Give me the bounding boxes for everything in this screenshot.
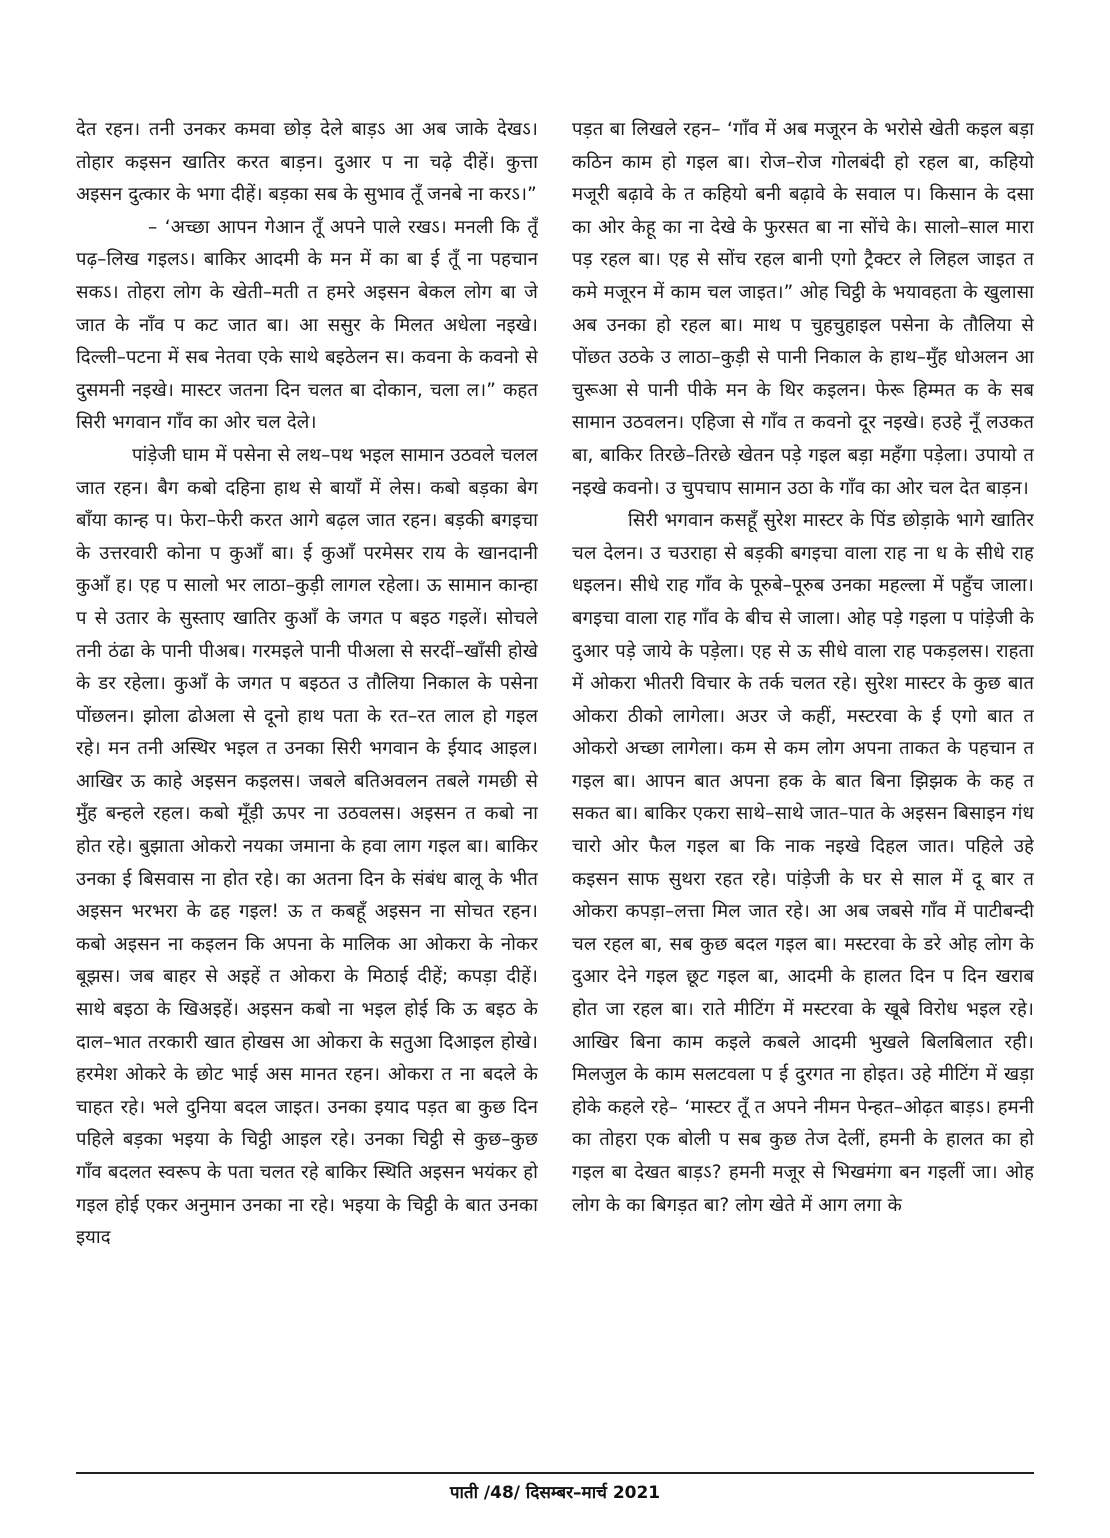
- paragraph: पड़त बा लिखले रहन– ‘गाँव में अब मजूरन के भरोसे खेती कइल बड़ा कठिन काम हो गइल बा। रोज–रोज गोलबंदी हो रहल बा, कहियो मजूरी बढ़ावे के त कहियो बनी बढ़ावे के सवाल प। किसान के दसा का ओर केहू का ना देखे के फुरसत बा ना सोंचे के। सालो–साल मारा पड़ रहल बा। एह से सोंच रहल बानी एगो ट्रैक्टर ले लिहल जाइत त कमे मजूरन में काम चल जाइत।” ओह चिट्ठी के भयावहता के खुलासा अब उनका हो रहल बा। माथ प चुहचुहाइल पसेना के तौलिया से पोंछत उठके उ लाठा–कुड़ी से पानी निकाल के हाथ–मुँह धोअलन आ चुरूआ से पानी पीके मन के थिर कइलन। फेरू हिम्मत क के सब सामान उठवलन। एहिजा से गाँव त कवनो दूर नइखे। हउहे नूँ लउकत बा, बाकिर तिरछे–तिरछे खेतन पड़े गइल बड़ा महँगा पड़ेला। उपायो त नइखे कवनो। उ चुपचाप सामान उठा के गाँव का ओर चल देत बाड़न।: [572, 119, 1034, 499]
- paragraph: पांड़ेजी घाम में पसेना से लथ–पथ भइल सामान उठवले चलल जात रहन। बैग कबो दहिना हाथ से बायाँ में लेस। कबो बड़का बेग बाँया कान्ह प। फेरा–फेरी करत आगे बढ़ल जात रहन। बड़की बगइचा के उत्तरवारी कोना प कुआँ बा। ई कुआँ परमेसर राय के खानदानी कुआँ ह। एह प सालो भर लाठा–कुड़ी लागल रहेला। ऊ सामान कान्हा प से उतार के सुस्ताए खातिर कुआँ के जगत प बइठ गइलें। सोचले तनी ठंढा के पानी पीअब। गरमइले पानी पीअला से सरदीं–खाँसी होखे के डर रहेला। कुआँ के जगत प बइठत उ तौलिया निकाल के पसेना पोंछलन। झोला ढोअला से दूनो हाथ पता के रत–रत लाल हो गइल रहे। मन तनी अस्थिर भइल त उनका सिरी भगवान के ईयाद आइल। आखिर ऊ काहे अइसन कइलस। जबले बतिअवलन तबले गमछी से मुँह बन्हले रहल। कबो मूँड़ी ऊपर ना उठवलस। अइसन त कबो ना होत रहे। बुझाता ओकरो नयका जमाना के हवा लाग गइल बा। बाकिर उनका ई बिसवास ना होत रहे। का अतना दिन के संबंध बालू के भीत अइसन भरभरा के ढह गइल! ऊ त कबहूँ अइसन ना सोचत रहन। कबो अइसन ना कइलन कि अपना के मालिक आ ओकरा के नोकर बूझस। जब बाहर से अइहें त ओकरा के मिठाई दीहें; कपड़ा दीहें। साथे बइठा के खिअइहें। अइसन कबो ना भइल होई कि ऊ बइठ के दाल–भात तरकारी खात होखस आ ओकरा के सतुआ दिआइल होखे। हरमेश ओकरे के छोट भाई अस मानत रहन। ओकरा त ना बदले के चाहत रहे। भले दुनिया बदल जाइत। उनका इयाद पड़त बा कुछ दिन पहिले बड़का भइया के चिट्ठी आइल रहे। उनका चिट्ठी से कुछ–कुछ गाँव बदलत स्वरूप के पता चलत रहे बाकिर स्थिति अइसन भयंकर हो गइल होई एकर अनुमान उनका ना रहे। भइया के चिट्ठी के बात उनका इयाद: [76, 444, 538, 1249]
- left-text-column: [76, 114, 538, 1436]
- paragraph: देत रहन। तनी उनकर कमवा छोड़ देले बाड़ऽ आ अब जाके देखऽ। तोहार कइसन खातिर करत बाड़न। दुआर प ना चढ़े दीहें। कुत्ता अइसन दुत्कार के भगा दीहें। बड़का सब के सुभाव तूँ जनबे ना करऽ।”: [76, 119, 538, 206]
- paragraph: – ‘अच्छा आपन गेआन तूँ अपने पाले रखऽ। मनली कि तूँ पढ़–लिख गइलऽ। बाकिर आदमी के मन में का बा ई तूँ ना पहचान सकऽ। तोहरा लोग के खेती–मती त हमरे अइसन बेकल लोग बा जे जात के नाँव प कट जात बा। आ ससुर के मिलत अधेला नइखे। दिल्ली–पटना में सब नेतवा एके साथे बइठेलन स। कवना के कवनो से दुसमनी नइखे। मास्टर जतना दिन चलत बा दोकान, चला ल।” कहत सिरी भगवान गाँव का ओर चल देले।: [76, 216, 538, 434]
- footer-divider: [76, 1472, 1034, 1474]
- paragraph: सिरी भगवान कसहूँ सुरेश मास्टर के पिंड छोड़ाके भागे खातिर चल देलन। उ चउराहा से बड़की बगइचा वाला राह ना ध के सीधे राह धइलन। सीधे राह गाँव के पूरुबे–पूरुब उनका महल्ला में पहुँच जाला। बगइचा वाला राह गाँव के बीच से जाला। ओह पड़े गइला प पांड़ेजी के दुआर पड़े जाये के पड़ेला। एह से ऊ सीधे वाला राह पकड़लस। राहता में ओकरा भीतरी विचार के तर्क चलत रहे। सुरेश मास्टर के कुछ बात ओकरा ठीको लागेला। अउर जे कहीं, मस्टरवा के ई एगो बात त ओकरो अच्छा लागेला। कम से कम लोग अपना ताकत के पहचान त गइल बा। आपन बात अपना हक के बात बिना झिझक के कह त सकत बा। बाकिर एकरा साथे–साथे जात–पात के अइसन बिसाइन गंध चारो ओर फैल गइल बा कि नाक नइखे दिहल जात। पहिले उहे कइसन साफ सुथरा रहत रहे। पांड़ेजी के घर से साल में दू बार त ओकरा कपड़ा–लत्ता मिल जात रहे। आ अब जबसे गाँव में पाटीबन्दी चल रहल बा, सब कुछ बदल गइल बा। मस्टरवा के डरे ओह लोग के दुआर देने गइल छूट गइल बा, आदमी के हालत दिन प दिन खराब होत जा रहल बा। राते मीटिंग में मस्टरवा के खूबे विरोध भइल रहे। आखिर बिना काम कइले कबले आदमी भुखले बिलबिलात रही। मिलजुल के काम सलटवला प ई दुरगत ना होइत। उहे मीटिंग में खड़ा होके कहले रहे– ‘मास्टर तूँ त अपने नीमन पेन्हत–ओढ़त बाड़ऽ। हमनी का तोहरा एक बोली प सब कुछ तेज देलीं, हमनी के हालत का हो गइल बा देखत बाड़ऽ? हमनी मजूर से भिखमंगा बन गइलीं जा। ओह लोग के का बिगड़त बा? लोग खेते में आग लगा के: [572, 510, 1034, 1216]
- page-footer: पाती /48/ दिसम्बर–मार्च 2021: [449, 1483, 661, 1503]
- right-text-column: [572, 114, 1034, 1436]
